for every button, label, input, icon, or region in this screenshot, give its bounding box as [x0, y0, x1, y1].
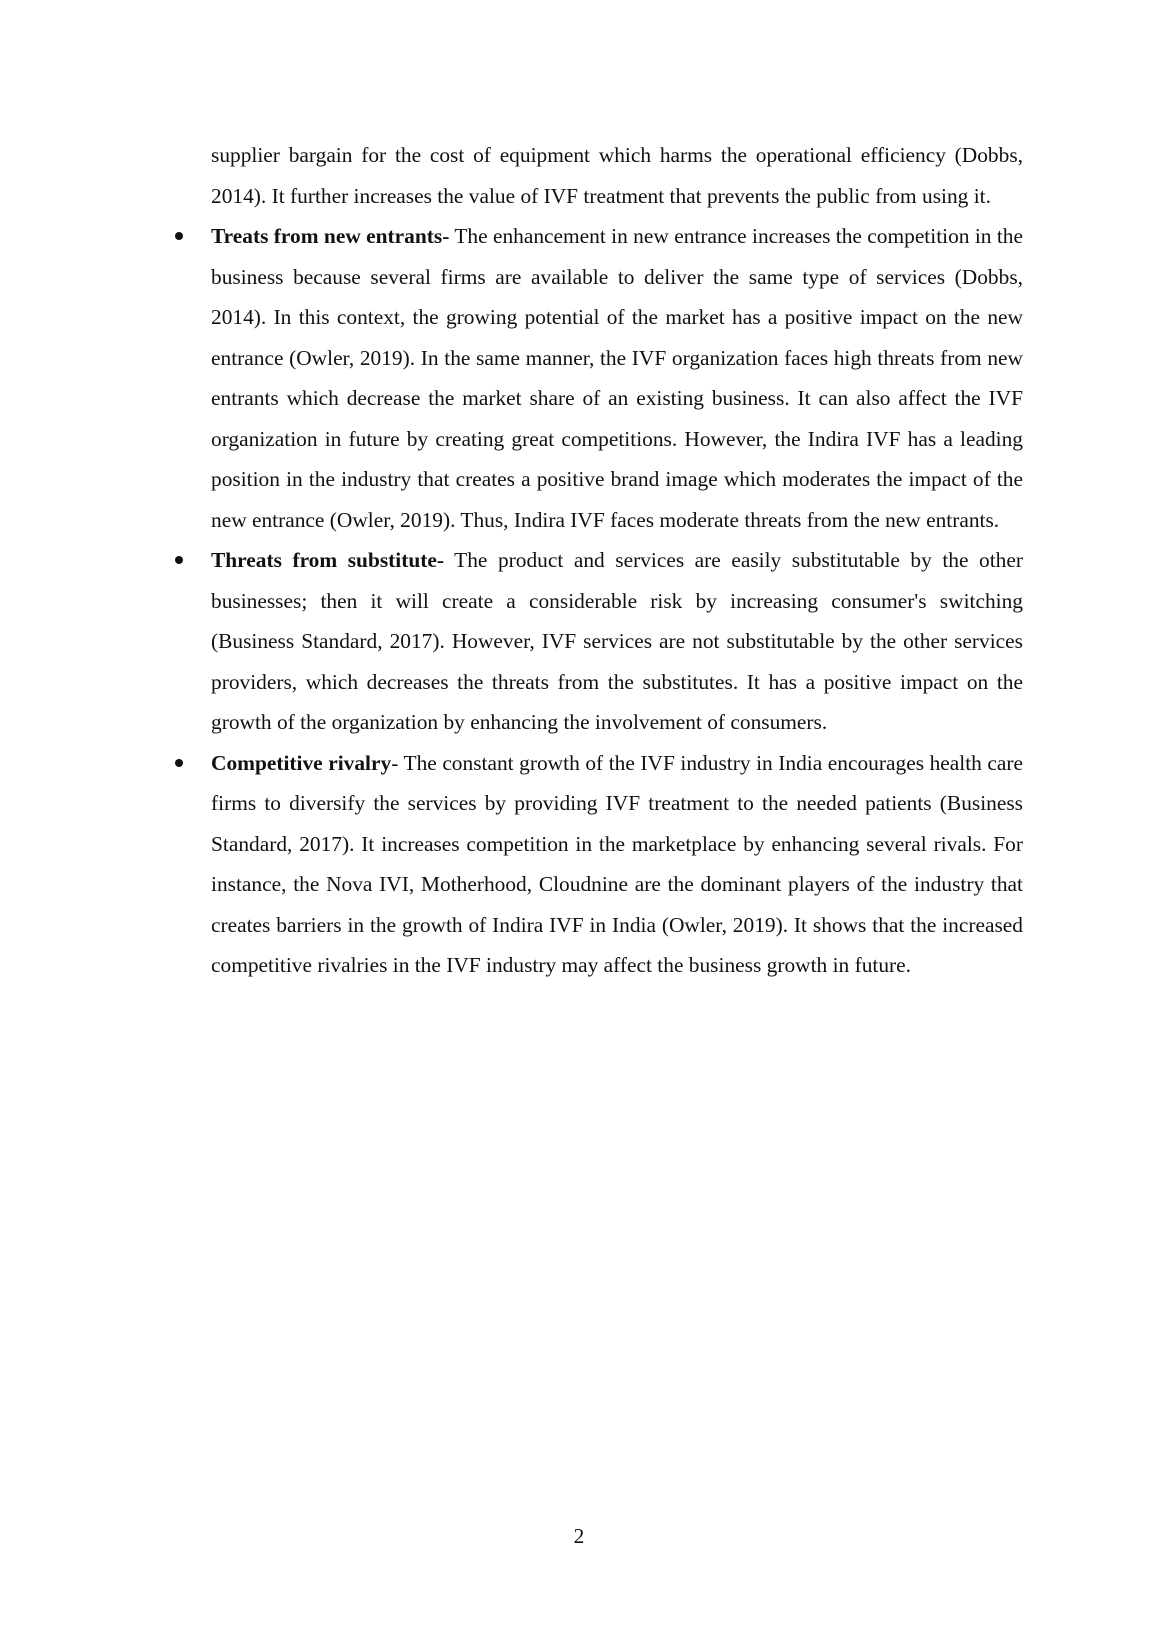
bullet-item-new-entrants [211, 216, 1023, 540]
bullet-icon [175, 759, 183, 767]
bullet-icon [175, 232, 183, 240]
bullet-term: Treats from new entrants- [211, 224, 450, 248]
bullet-text: The enhancement in new entrance increases the competition in the business because several firms are available to deliver the same type of services (Dobbs, 2014). In this context, the growing potential of the market has a positive impact on the new entrance (Owler, 2019). In the same manner, the IVF organization faces high threats from new entrants which decrease the market share of an existing business. It can also affect the IVF organization in future by creating great competitions. However, the Indira IVF has a leading position in the industry that creates a positive brand image which moderates the impact of the new entrance (Owler, 2019). Thus, Indira IVF faces moderate threats from the new entrants. [211, 224, 1023, 532]
continuation-paragraph: supplier bargain for the cost of equipment which harms the operational efficiency (Dobbs, 2014). It further increases the value of IVF treatment that prevents the public from using it. [211, 143, 1023, 208]
bullet-term: Threats from substitute- [211, 548, 444, 572]
bullet-icon [175, 556, 183, 564]
bullet-item-substitute [211, 540, 1023, 743]
bullet-text: - The constant growth of the IVF industry in India encourages health care firms to diversify the services by providing IVF treatment to the needed patients (Business Standard, 2017). It increases competition in the marketplace by enhancing several rivals. For instance, the Nova IVI, Motherhood, Cloudnine are the dominant players of the industry that creates barriers in the growth of Indira IVF in India (Owler, 2019). It shows that the increased competitive rivalries in the IVF industry may affect the business growth in future. [211, 750, 1024, 977]
page-number: 2 [573, 1524, 585, 1548]
bullet-term: Competitive rivalry [211, 750, 392, 775]
bullet-text: The product and services are easily substitutable by the other businesses; then it will create a considerable risk by increasing consumer's switching (Business Standard, 2017). However, IVF services are not substitutable by the other services providers, which decreases the threats from the substitutes. It has a positive impact on the growth of the organization by enhancing the involvement of consumers. [211, 548, 1023, 734]
bullet-list [211, 216, 1023, 986]
page-body [211, 135, 1023, 986]
bullet-item-rivalry [211, 743, 1023, 986]
